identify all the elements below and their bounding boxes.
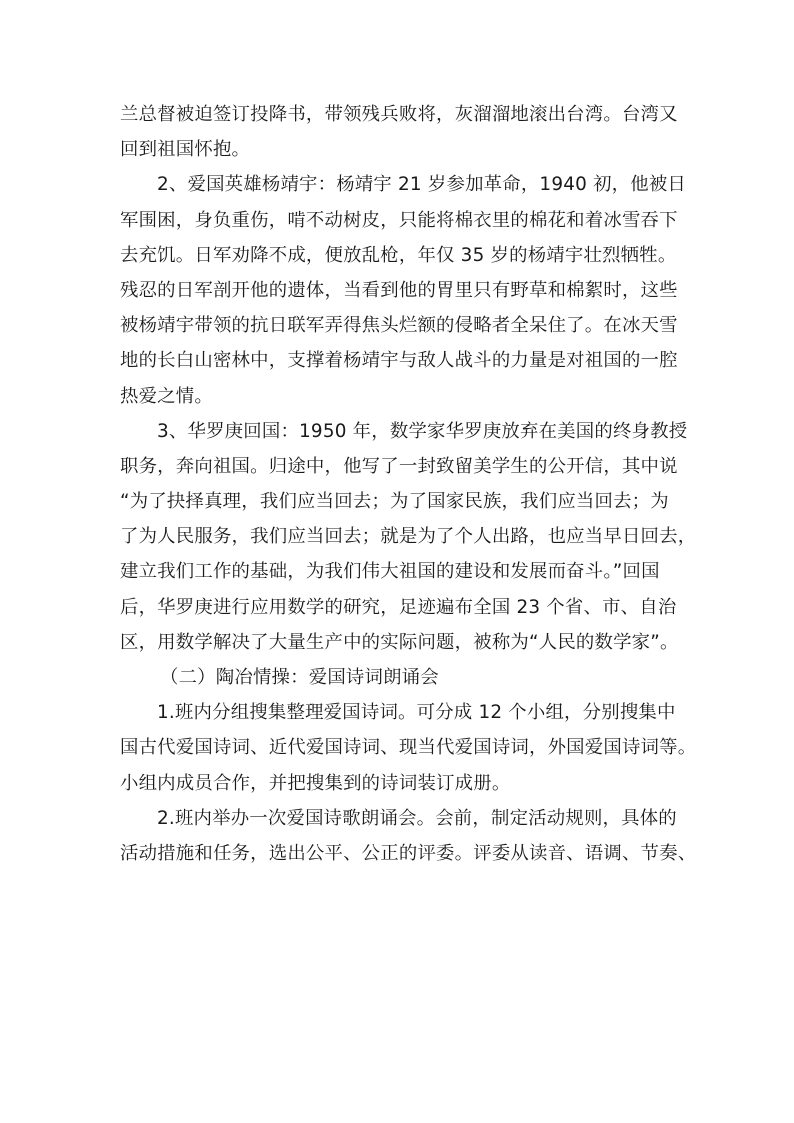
text-line: 区，用数学解决了大量生产中的实际问题，被称为“人民的数学家”。 [120,631,679,653]
text-line: 回到祖国怀抱。 [120,139,251,161]
text-line: 了为人民服务，我们应当回去；就是为了个人出路，也应当早日回去， [120,526,697,548]
text-line: 职务，奔向祖国。归途中，他写了一封致留美学生的公开信，其中说 [120,455,678,477]
text-line: 军围困，身负重伤，啃不动树皮，只能将棉衣里的棉花和着冰雪吞下 [120,209,678,231]
text-line: 被杨靖宇带领的抗日联军弄得焦头烂额的侵略者全呆住了。在冰天雪 [120,315,678,337]
paragraph-start-line: 2、爱国英雄杨靖宇：杨靖宇 21 岁参加革命，1940 初，他被日 [157,174,687,196]
paragraph-start-line: 3、华罗庚回国：1950 年，数学家华罗庚放弃在美国的终身教授 [157,420,688,442]
text-line: 建立我们工作的基础，为我们伟大祖国的建设和发展而奋斗。”回国 [120,561,660,583]
text-line: 热爱之情。 [120,385,213,407]
text-line: “为了抉择真理，我们应当回去；为了国家民族，我们应当回去；为 [120,491,669,513]
text-line: 兰总督被迫签订投降书，带领残兵败将，灰溜溜地滚出台湾。台湾又 [120,104,678,125]
text-line: 地的长白山密林中，支撑着杨靖宇与敌人战斗的力量是对祖国的一腔 [120,350,678,372]
text-line: 残忍的日军剖开他的遗体，当看到他的胃里只有野草和棉絮时，这些 [120,279,678,301]
paragraph-start-line: 1.班内分组搜集整理爱国诗词。可分成 12 个小组，分别搜集中 [157,702,676,724]
text-line: 后，华罗庚进行应用数学的研究，足迹遍布全国 23 个省、市、自治 [120,596,677,618]
text-line: 活动措施和任务，选出公平、公正的评委。评委从读音、语调、节奏、 [120,842,697,864]
text-line: 小组内成员合作，并把搜集到的诗词装订成册。 [120,772,511,794]
text-line: 国古代爱国诗词、近代爱国诗词、现当代爱国诗词，外国爱国诗词等。 [120,737,697,759]
section-heading: （二）陶冶情操：爱国诗词朗诵会 [160,667,439,688]
document-body [120,97,697,871]
paragraph-start-line: 2.班内举办一次爱国诗歌朗诵会。会前，制定活动规则，具体的 [157,807,677,829]
text-line: 去充饥。日军劝降不成，便放乱枪，年仅 35 岁的杨靖宇壮烈牺牲。 [120,244,677,266]
